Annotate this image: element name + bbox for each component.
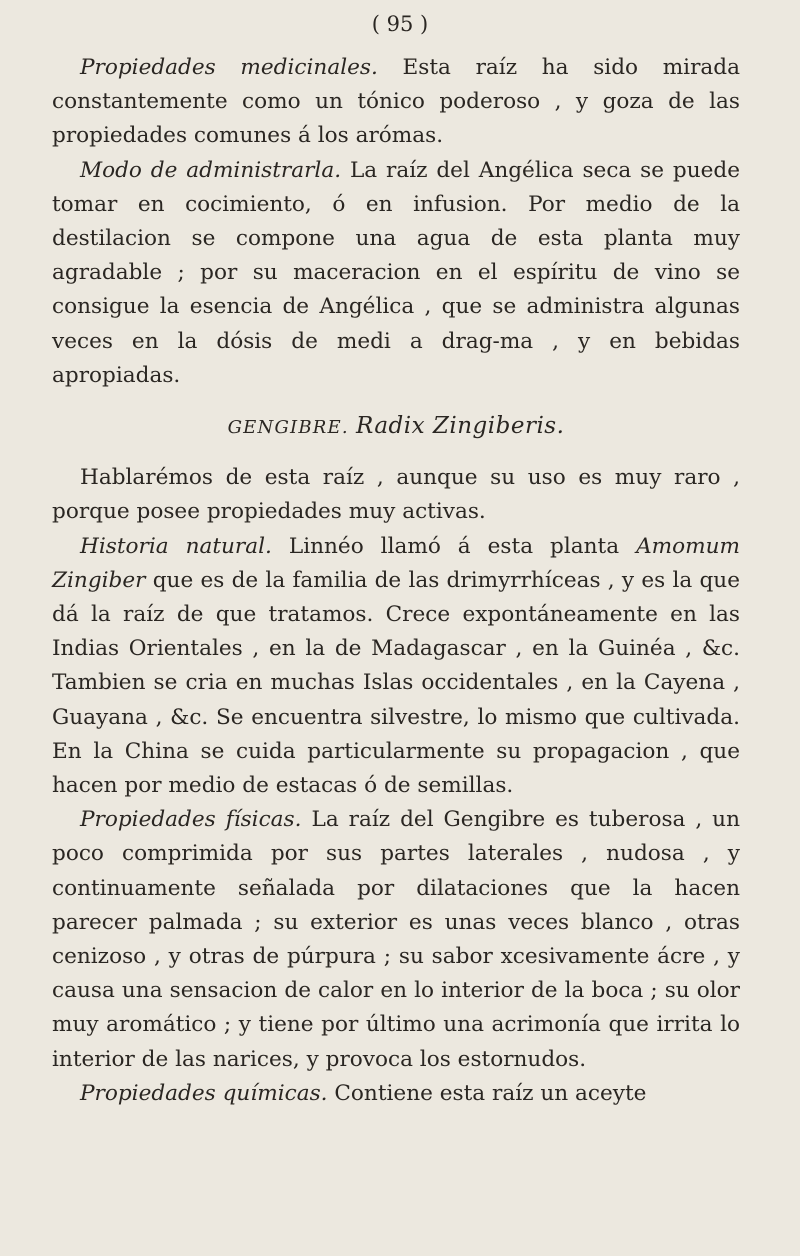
paragraph-administration bbox=[52, 154, 740, 393]
entry-heading bbox=[52, 409, 740, 445]
paragraph-intro: Hablarémos de esta raíz , aunque su uso es muy raro , porque posee propiedades muy activas. bbox=[52, 465, 740, 525]
page-text bbox=[52, 51, 740, 1111]
section-lead: Modo de administrarla. bbox=[80, 157, 342, 183]
page-number: ( 95 ) bbox=[371, 12, 429, 36]
paragraph-physical-properties bbox=[52, 803, 740, 1077]
section-lead: Propiedades químicas. bbox=[80, 1080, 328, 1106]
paragraph-chemical-properties bbox=[52, 1077, 740, 1111]
paragraph-body: Linnéo llamó á esta planta bbox=[271, 533, 637, 559]
paragraph-medicinal-properties bbox=[52, 51, 740, 154]
section-lead: Propiedades físicas. bbox=[80, 807, 302, 833]
paragraph-body: Esta raíz ha sido mirada constantemente como un tónico poderoso , y goza de las propiedades comunes á los arómas. bbox=[52, 55, 740, 149]
paragraph-body: Contiene esta raíz un aceyte bbox=[327, 1080, 647, 1106]
paragraph-body: que es de la familia de las drimyrrhíceas , y es la que dá la raíz de que tratamos. Crece expontáneamente en las Indias Orientales , en la de Madagascar , en la Guinéa , &c. Tambien se cria en muchas Islas occidentales , en la Cayena , Guayana , &c. Se encuentra silvestre, lo mismo que cultivada. En la China se cuida particularmente su propagacion , que hacen por medio de estacas ó de semillas. bbox=[52, 567, 740, 799]
species-name: Amomum Zingiber bbox=[52, 533, 740, 593]
paragraph-body: La raíz del Gengibre es tuberosa , un poco comprimida por sus partes laterales , nudosa , y continuamente señalada por dilataciones que la hacen parecer palmada ; su exterior es unas veces blanco , otras cenizoso , y otras de púrpura ; su sabor xcesivamente ácre , y causa una sensacion de calor en lo interior de la boca ; su olor muy aromático ; y tiene por último una acrimonía que irrita lo interior de las narices, y provoca los estornudos. bbox=[52, 807, 741, 1072]
section-lead: Propiedades medicinales. bbox=[80, 55, 378, 80]
paragraph-natural-history bbox=[52, 530, 740, 804]
entry-title: GENGIBRE. bbox=[227, 417, 349, 439]
section-lead: Historia natural. bbox=[80, 533, 272, 559]
paragraph-body: La raíz del Angélica seca se puede tomar en cocimiento, ó en infusion. Por medio de la destilacion se compone una agua de esta planta muy agradable ; por su maceracion en el espíritu de vino se consigue la esencia de Angélica , que se administra algunas veces en la dósis de medi a drag-ma , y en bebidas apropiadas. bbox=[52, 157, 740, 388]
entry-latin-name: Radix Zingiberis. bbox=[355, 413, 565, 440]
